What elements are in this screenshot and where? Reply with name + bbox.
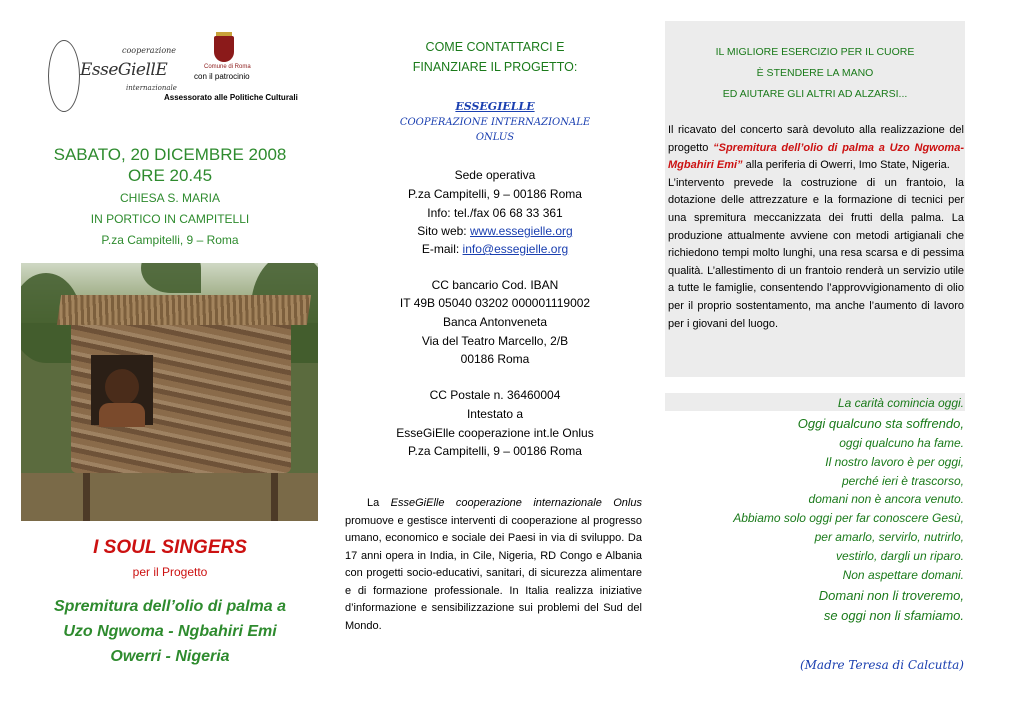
quote-line: oggi qualcuno ha fame. bbox=[839, 436, 964, 450]
quote-line: Il nostro lavoro è per oggi, bbox=[825, 455, 964, 469]
project-label: per il Progetto bbox=[132, 565, 208, 579]
sede-address: P.za Campitelli, 9 – 00186 Roma bbox=[408, 187, 582, 201]
org-description: La EsseGiElle cooperazione internazionale Onlus promuove e gestisce interventi di cooperazione al progresso umano, economico e sociale dei Paesi in via di sviluppo. Da 17 anni opera in India, in Cile, Nigeria, RD Congo e Albania con progetti socio-educativi, sanitari, di sicurezza alimentare e di formazione professionale. In Italia realizza iniziative d’informazione e sensibilizzazione sui problemi del Sud del Mondo. bbox=[345, 497, 642, 632]
quote-line: Abbiamo solo oggi per far conoscere Gesù, bbox=[733, 511, 964, 525]
bank-line-5: 00186 Roma bbox=[460, 352, 530, 366]
logo-text-essegielle: EsseGiellE bbox=[80, 60, 168, 80]
quote-line: se oggi non li sfamiamo. bbox=[823, 608, 964, 623]
patrocinio-label: con il patrocinio bbox=[194, 72, 250, 81]
logos-strip bbox=[44, 36, 314, 116]
middle-panel bbox=[340, 0, 650, 724]
post-line-3: EsseGiElle cooperazione int.le Onlus bbox=[396, 426, 594, 440]
contact-heading-2: FINANZIARE IL PROGETTO: bbox=[412, 60, 578, 74]
org-subtitle-1: COOPERAZIONE INTERNAZIONALE bbox=[399, 117, 591, 128]
roma-coat-of-arms-icon bbox=[214, 36, 234, 62]
quote-line: La carità comincia oggi. bbox=[837, 396, 964, 410]
quote-line: perché ieri è trascorso, bbox=[841, 474, 964, 488]
org-subtitle-2: ONLUS bbox=[475, 132, 515, 143]
website-label: Sito web: bbox=[417, 224, 470, 238]
child-figure bbox=[105, 369, 139, 405]
project-description: Il ricavato del concerto sarà devoluto alla realizzazione del progetto “Spremitura dell’olio di palma a Uzo Ngwoma-Mgbahiri Emi” alla periferia di Owerri, Imo State, Nigeria. L’intervento prevede la costruzione di un frantoio, la dotazione delle attrezzature e la formazione di tecnici per una spremitura meccanizzata dei frutti della palma. La produzione attualmente avviene con metodi artigianali che richiedono tempi molto lunghi, una resa scarsa e di pessima qualità. L’allestimento di un frantoio renderà un servizio utile a tutte le famiglie, consentendo l’approvvigionamento di olio per il proprio sostentamento, ma anche l’aumento di lavoro per i giovani del luogo. bbox=[668, 124, 964, 330]
project-title-1: Spremitura dell’olio di palma a bbox=[53, 598, 287, 615]
quote-line: per amarlo, servirlo, nutrirlo, bbox=[814, 530, 964, 544]
logo-text-internazionale: internazionale bbox=[126, 84, 177, 92]
email-label: E-mail: bbox=[421, 242, 463, 256]
quote-author: (Madre Teresa di Calcutta) bbox=[799, 658, 964, 672]
post-line-1: CC Postale n. 36460004 bbox=[429, 388, 561, 402]
bank-line-3: Banca Antonveneta bbox=[442, 315, 548, 329]
left-panel bbox=[0, 0, 340, 724]
email-link[interactable]: info@essegielle.org bbox=[462, 242, 569, 256]
comune-label: Comune di Roma bbox=[204, 64, 251, 70]
org-description-name: EsseGiElle cooperazione internazionale Onlus bbox=[390, 497, 642, 509]
venue-line-1: CHIESA S. MARIA bbox=[119, 191, 221, 205]
post-line-2: Intestato a bbox=[466, 407, 524, 421]
performer-title: I SOUL SINGERS bbox=[93, 537, 247, 558]
quote-line: Domani non li troveremo, bbox=[818, 588, 964, 603]
website-link[interactable]: www.essegielle.org bbox=[469, 224, 573, 238]
hut-roof bbox=[57, 295, 311, 325]
org-name: ESSEGIELLE bbox=[455, 100, 535, 113]
venue-address: P.za Campitelli, 9 – Roma bbox=[101, 233, 239, 247]
quote-line: domani non è ancora venuto. bbox=[808, 492, 964, 506]
sede-info: Info: tel./fax 06 68 33 361 bbox=[427, 206, 563, 220]
motto-line-1: IL MIGLIORE ESERCIZIO PER IL CUORE bbox=[715, 46, 915, 58]
hut-photo bbox=[21, 263, 318, 521]
event-date: SABATO, 20 DICEMBRE 2008 bbox=[53, 145, 287, 164]
website-row bbox=[340, 224, 650, 238]
bank-line-2: IT 49B 05040 03202 000001119002 bbox=[399, 296, 591, 310]
bank-line-1: CC bancario Cod. IBAN bbox=[431, 278, 559, 292]
quote-line: vestirlo, dargli un riparo. bbox=[835, 549, 964, 563]
email-row bbox=[340, 242, 650, 256]
quote-line: Non aspettare domani. bbox=[842, 568, 964, 582]
essegielle-seal-icon bbox=[48, 40, 80, 112]
right-panel bbox=[650, 0, 1024, 724]
post-line-4: P.za Campitelli, 9 – 00186 Roma bbox=[408, 444, 582, 458]
motto-line-2: È STENDERE LA MANO bbox=[756, 67, 874, 79]
logo-text-cooperazione: cooperazione bbox=[122, 46, 177, 55]
sede-label: Sede operativa bbox=[454, 168, 536, 182]
project-title-2: Uzo Ngwoma - Ngbahiri Emi bbox=[63, 623, 277, 640]
project-name-highlight: “Spremitura dell’olio di palma a Uzo Ngwoma-Mgbahiri Emi” bbox=[668, 141, 964, 172]
event-time: ORE 20.45 bbox=[127, 166, 213, 185]
assessorato-label: Assessorato alle Politiche Culturali bbox=[164, 93, 298, 102]
motto-line-3: ED AIUTARE GLI ALTRI AD ALZARSI... bbox=[722, 88, 908, 100]
bank-line-4: Via del Teatro Marcello, 2/B bbox=[421, 334, 569, 348]
venue-line-2: IN PORTICO IN CAMPITELLI bbox=[90, 212, 250, 226]
contact-heading-1: COME CONTATTARCI E bbox=[425, 40, 565, 54]
project-title-3: Owerri - Nigeria bbox=[110, 648, 230, 665]
quote-line: Oggi qualcuno sta soffrendo, bbox=[797, 416, 964, 431]
